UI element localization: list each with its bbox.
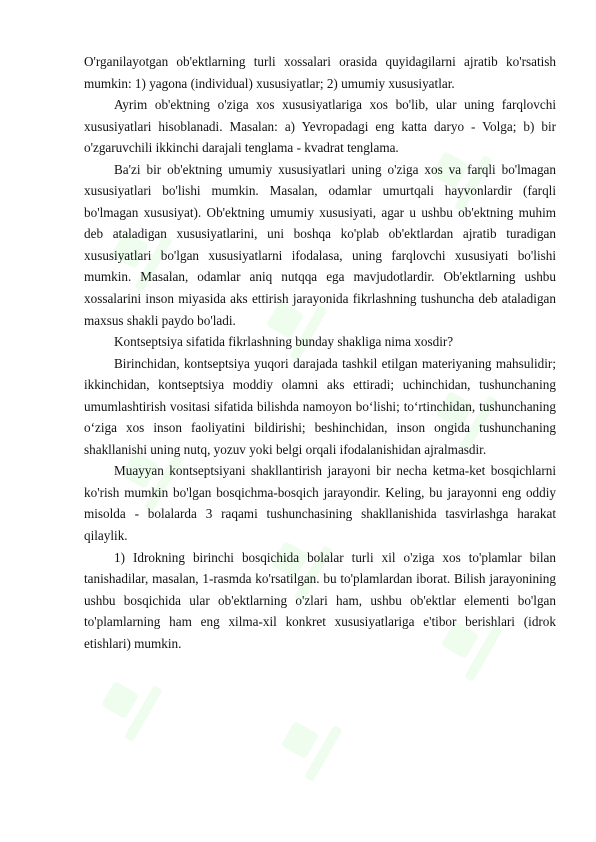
paragraph-3: Ba'zi bir ob'ektning umumiy xususiyatlari uning o'ziga xos va farqli bo'lmagan xususiyatlari bo'lishi mumkin. Masalan, odamlar umurtqali hayvonlardir (farqli bo'lmagan xususiyat). Ob'ektning umumiy xususiyati, agar u ushbu ob'ektning muhim deb ataladigan xususiyatlarini, uni boshqa ko'plab ob'ektlardan ajratib turadigan xususiyatlari bo'lgan xususiyatlarni ifodalasa, uning farqlovchi xususiyati bo'lishi mumkin. Masalan, odamlar aniq nutqqa ega mavjudotlardir. Ob'ektlarning ushbu xossalarini inson miyasida aks ettirish jarayonida fikrlashning tushuncha deb ataladigan maxsus shakli paydo bo'ladi.	[84, 161, 556, 328]
paragraph-2: Ayrim ob'ektning o'ziga xos xususiyatlariga xos bo'lib, ular uning farqlovchi xususiyatlari hisoblanadi. Masalan: a) Yevropadagi eng katta daryo - Volga; b) bir o'zgaruvchili ikkinchi darajali tenglama - kvadrat tenglama.	[84, 97, 556, 156]
paragraph-6: Muayyan kontseptsiyani shakllantirish jarayoni bir necha ketma-ket bosqichlarni ko'rish mumkin bo'lgan bosqichma-bosqich jarayondir. Keling, bu jarayonni eng oddiy misolda - bolalarda 3 raqami tushunchasining shakllanishida tasvirlashga harakat qilaylik.	[84, 463, 556, 544]
document-body	[84, 51, 556, 654]
paragraph-7: 1) Idrokning birinchi bosqichida bolalar turli xil o'ziga xos to'plamlar bilan tanishadilar, masalan, 1-rasmda ko'rsatilgan. bu to'plamlardan iborat. Bilish jarayonining ushbu bosqichida ular ob'ektlarning o'zlari ham, ushbu ob'ektlar elementi bo'lgan to'plamlarning ham eng xilma-xil konkret xususiyatlariga e'tibor berishlari (idrok etishlari) mumkin.	[84, 549, 556, 651]
paragraph-1: O'rganilayotgan ob'ektlarning turli xossalari orasida quyidagilarni ajratib ko'rsatish mumkin: 1) yagona (individual) xususiyatlar; 2) umumiy xususiyatlar.	[84, 54, 556, 91]
paragraph-5: Birinchidan, kontseptsiya yuqori darajada tashkil etilgan materiyaning mahsulidir; ikkinchidan, kontseptsiya moddiy olamni aks ettiradi; uchinchidan, tushunchaning umumlashtirish vositasi sifatida bilishda namoyon bo‘lishi; to‘rtinchidan, tushunchaning o‘ziga xos inson faoliyatini bildirishi; beshinchidan, inson ongida tushunchaning shakllanishi uning nutq, yozuv yoki belgi orqali ifodalanishidan ajralmasdir.	[84, 355, 556, 457]
paragraph-4: Kontseptsiya sifatida fikrlashning bunday shakliga nima xosdir?	[114, 334, 454, 350]
